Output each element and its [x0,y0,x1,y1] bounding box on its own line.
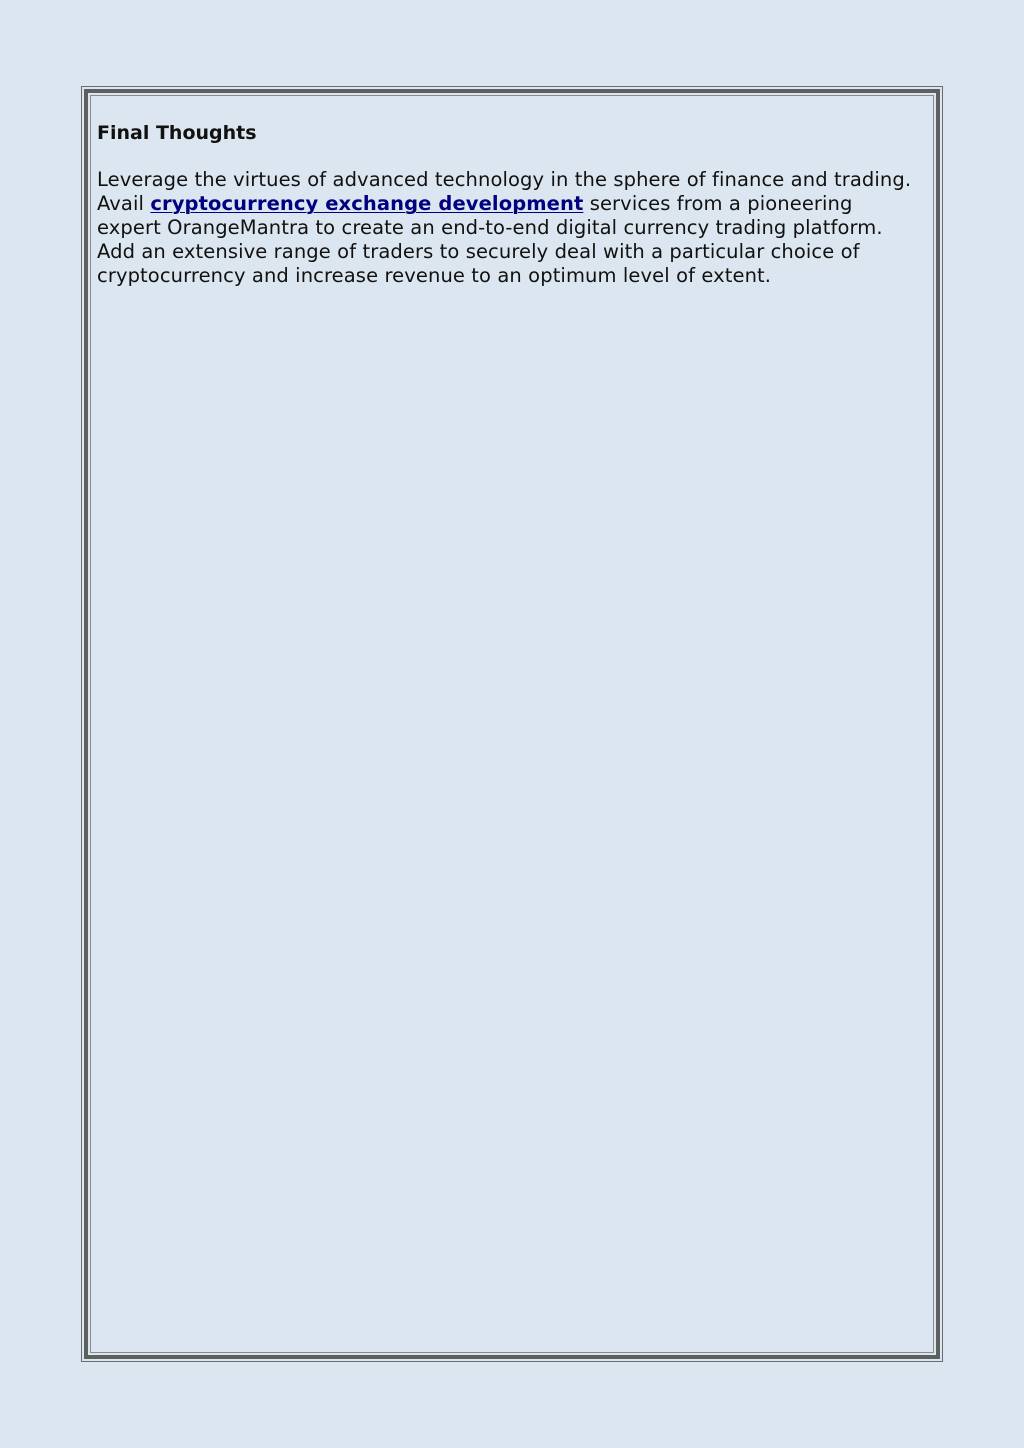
cryptocurrency-exchange-development-link[interactable]: cryptocurrency exchange development [150,192,584,215]
paragraph-text-before-link: Leverage the virtues of advanced technology in the sphere of finance and trading. Avail [97,168,912,215]
content-area [97,120,912,288]
body-paragraph [97,168,912,288]
paragraph-text-after-link: services from a pioneering expert OrangeMantra to create an end-to-end digital currency trading platform. Add an extensive range of traders to securely deal with a particular choice of cryptocurrency and increase revenue to an optimum level of extent. [97,192,883,287]
section-heading: Final Thoughts [97,122,257,144]
